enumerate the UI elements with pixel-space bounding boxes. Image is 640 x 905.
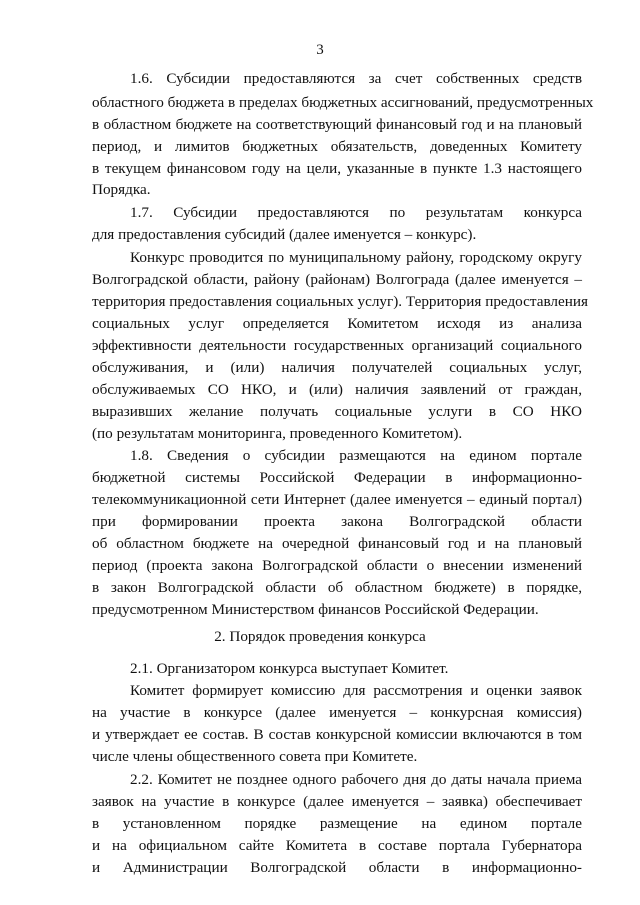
text-line: заявок на участие в конкурсе (далее именуется – заявка) обеспечивает	[92, 793, 582, 810]
page-number: 3	[316, 42, 324, 58]
text-line: 1.8. Сведения о субсидии размещаются на едином портале	[130, 447, 582, 464]
text-line: числе члены общественного совета при Комитете.	[92, 748, 418, 765]
text-line: и утверждает ее состав. В состав конкурсной комиссии включаются в том	[92, 726, 582, 743]
text-line: Комитет формирует комиссию для рассмотрения и оценки заявок	[130, 682, 582, 699]
text-line: (по результатам мониторинга, проведенного Комитетом).	[92, 425, 463, 442]
text-line: выразивших желание получать социальные услуги в СО НКО	[92, 403, 582, 420]
text-line: обслуживаемых СО НКО, и (или) наличия заявлений от граждан,	[92, 381, 582, 398]
text-line: Порядка.	[92, 181, 151, 198]
text-line: 2.2. Комитет не позднее одного рабочего дня до даты начала приема	[130, 771, 582, 788]
text-line: в установленном порядке размещение на едином портале	[92, 815, 582, 832]
text-line: в областном бюджете на соответствующий финансовый год и на плановый	[92, 116, 582, 133]
text-line: Волгоградской области, району (районам) Волгограда (далее именуется –	[92, 271, 582, 288]
text-line: эффективности деятельности государственных организаций социального	[92, 337, 582, 354]
text-line: в текущем финансовом году на цели, указанные в пункте 1.3 настоящего	[92, 160, 582, 177]
text-line: 1.6. Субсидии предоставляются за счет собственных средств	[130, 70, 582, 87]
text-line: бюджетной системы Российской Федерации в информационно-	[92, 469, 582, 486]
text-line: областного бюджета в пределах бюджетных ассигнований, предусмотренных	[92, 94, 594, 111]
text-line: при формировании проекта закона Волгоградской области	[92, 513, 582, 530]
text-line: период (проекта закона Волгоградской области о внесении изменений	[92, 557, 582, 574]
text-line: Конкурс проводится по муниципальному району, городскому округу	[130, 249, 582, 266]
text-line: 2.1. Организатором конкурса выступает Комитет.	[130, 660, 449, 677]
text-line: и на официальном сайте Комитета в составе портала Губернатора	[92, 837, 582, 854]
text-line: 1.7. Субсидии предоставляются по результатам конкурса	[130, 204, 582, 221]
text-line: социальных услуг определяется Комитетом исходя из анализа	[92, 315, 582, 332]
text-line: период, и лимитов бюджетных обязательств, доведенных Комитету	[92, 138, 582, 155]
text-line: предусмотренном Министерством финансов Российской Федерации.	[92, 601, 539, 618]
section-heading: 2. Порядок проведения конкурса	[214, 628, 426, 645]
text-line: на участие в конкурсе (далее именуется – конкурсная комиссия)	[92, 704, 582, 721]
text-line: обслуживания, и (или) наличия получателей социальных услуг,	[92, 359, 582, 376]
text-line: в закон Волгоградской области об областном бюджете) в порядке,	[92, 579, 582, 596]
text-line: об областном бюджете на очередной финансовый год и на плановый	[92, 535, 582, 552]
text-line: телекоммуникационной сети Интернет (далее именуется – единый портал)	[92, 491, 582, 508]
text-line: для предоставления субсидий (далее именуется – конкурс).	[92, 226, 477, 243]
text-line: территория предоставления социальных услуг). Территория предоставления	[92, 293, 588, 310]
text-line: и Администрации Волгоградской области в информационно-	[92, 859, 582, 876]
